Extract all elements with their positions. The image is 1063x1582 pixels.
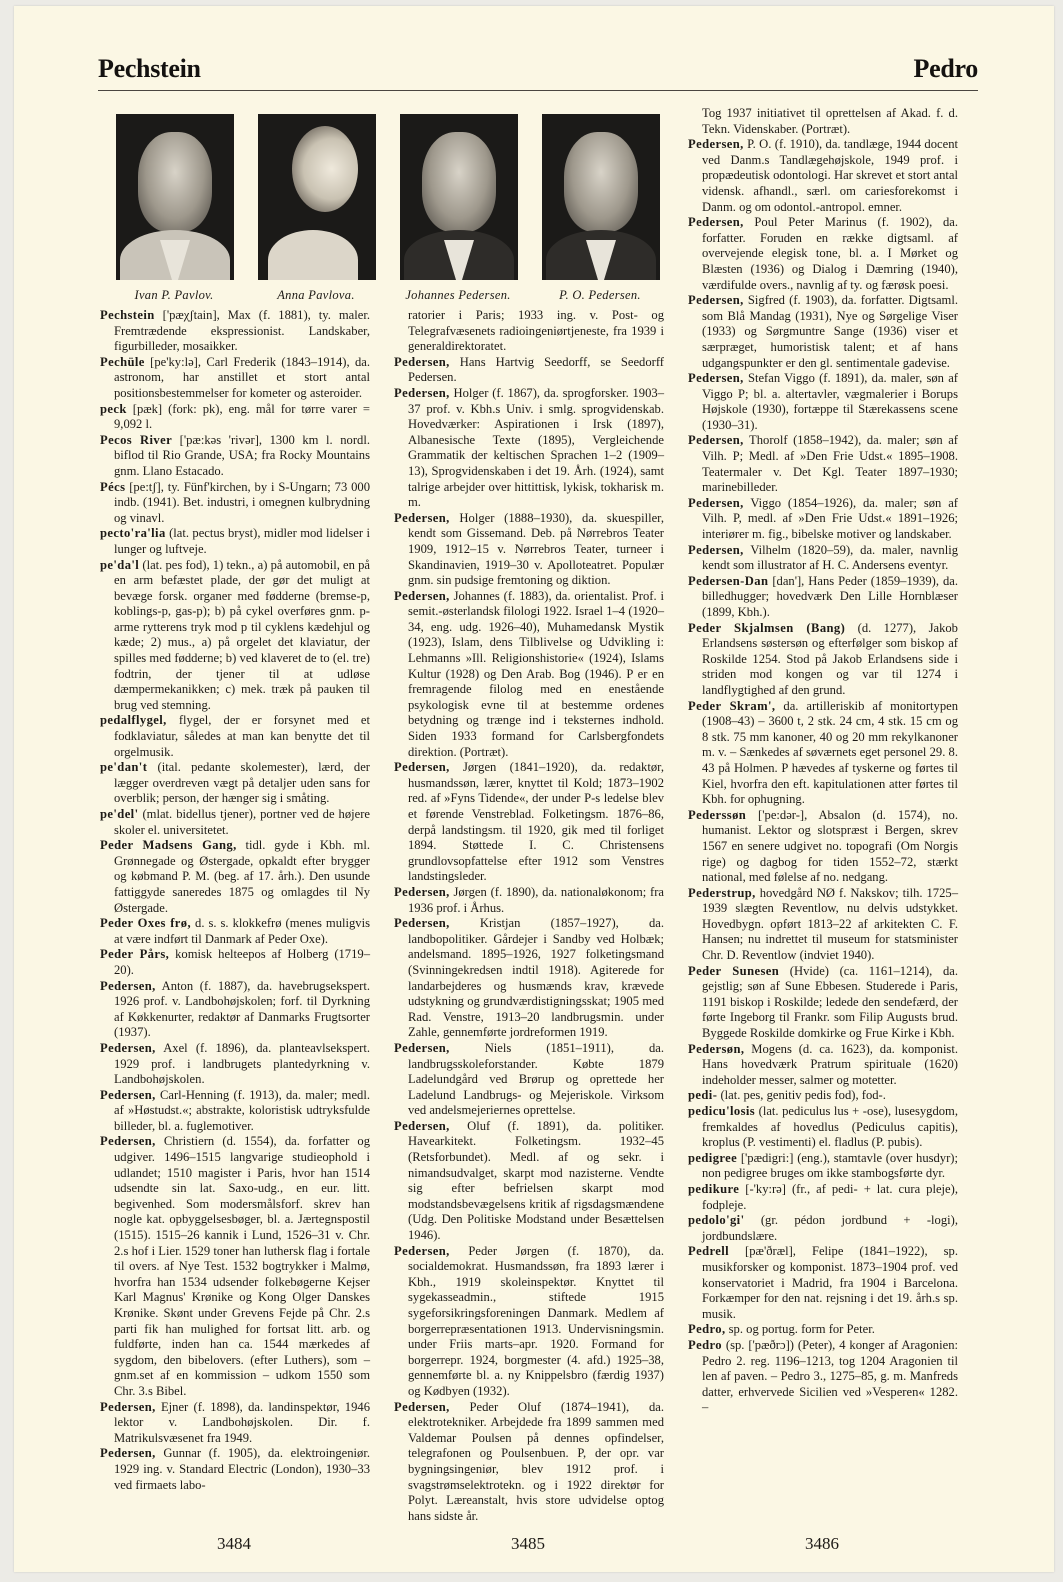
entry-body: ['pædigri:] (eng.), stamtavle (over husdyr); non pedigree bruges om ikke stambogsførte dyr.: [702, 1150, 958, 1181]
continued-text: Tog 1937 initiativet til oprettelsen af Akad. f. d. Tekn. Videnskaber. (Portræt).: [702, 106, 958, 136]
entry-body: Niels (1851–1911), da. landbrugsskoleforstander. Købte 1879 Ladelundgård ved Brørup og oprettede her Ladelund Landbrugs- og Mejeriskole. Virksom ved andelsmejeriernes oprettelse.: [408, 1040, 664, 1118]
portrait-photo-johannes-pedersen: [400, 114, 518, 280]
encyclopedia-entry: [394, 760, 664, 885]
entry-body: Holger (f. 1867), da. sprogforsker. 1903–37 prof. v. Kbh.s Univ. i smlg. sprogvidenskab. Hovedværker: Aspirationen i Irsk (1897), Albanesische Texte (1895), Vergleichende Grammatik der keltischen Sprachen 1–2 (1909–13), Sprogvidenskaben i det 19. Årh. (1924), samt talrige arbejder over hittittisk, lykisk, tokharisk m. m.: [408, 385, 664, 510]
entry-headword: pe'del': [100, 807, 139, 821]
entry-body: Mogens (d. ca. 1623), da. komponist. Hans hovedværk Pratrum spirituale (1620) indeholder messer, salmer og motetter.: [702, 1041, 958, 1087]
entry-body: (lat. pediculus lus + -ose), lusesygdom, fremkaldes af hovedlus (Pediculus capitis), kroplus (P. vestimenti) el. fladlus (P. pubis).: [702, 1104, 958, 1150]
entry-headword: Pedersen,: [394, 884, 450, 899]
entry-headword: pe'dan't: [100, 760, 148, 775]
entry-headword: Pedersen,: [100, 1399, 156, 1414]
encyclopedia-entry: [394, 1041, 664, 1119]
entry-headword: pedi-: [688, 1088, 718, 1103]
entry-body: Hans Hartvig Seedorff, se Seedorff Pedersen.: [408, 354, 664, 385]
encyclopedia-entry: [100, 308, 370, 355]
entry-body: [-'ky:rə] (fr., af pedi- + lat. cura pleje), fodpleje.: [702, 1181, 958, 1212]
continued-text: ratorier i Paris; 1933 ing. v. Post- og Telegrafvæsenets radioingeniørtjeneste, fra 1939 i generaldirektoratet.: [408, 308, 664, 354]
entry-body: Gunnar (f. 1905), da. elektroingeniør. 1929 ing. v. Standard Electric (London), 1930–33 ved firmaets labo-: [114, 1446, 370, 1492]
encyclopedia-entry: [394, 885, 664, 916]
entry-headword: Peder Oxes frø,: [100, 916, 192, 931]
encyclopedia-entry: [100, 1446, 370, 1493]
entry-headword: Pedersen,: [394, 760, 450, 775]
text-column-2: [394, 308, 664, 1524]
entry-headword: Pedersen,: [100, 978, 156, 993]
entry-body: Oluf (f. 1891), da. politiker. Havearkitekt. Folketingsm. 1932–45 (Retsforbundet). Medl. af og sekr. i nimandsudvalget, skarpt mod nazisterne. Vendte sig efter befrielsen skarpt mod modstandsbevægelsens kritik af rigsdagsmændene (Udg. Den Politiske Modstand under Besættelsen 1946).: [408, 1118, 664, 1243]
entry-body: ['pæχʃtain], Max (f. 1881), ty. maler. Fremtrædende ekspressionist. Landskaber, figurbilleder, mosaikker.: [114, 308, 370, 354]
entry-body: Christiern (d. 1554), da. forfatter og udgiver. 1496–1515 langvarige studieophold i udlandet; 1510 magister i Paris, hvor han 1514 udsendte sin lat. Saxo-udg., en eur. litt. begivenhed. Som modersmålsforf. skrev han nogle kat. opbyggelsesbøger, bl. a. Jærtegnspostil (1515). 1515–26 kannik i Lund, 1526–31 v. Chr. 2.s hof i Lier. 1529 toner han luthersk flag i fortale til overs. af Nye Test. 1532 bogtrykker i Malmø, hvorfra han 1534 udsender folkebøgerne Kejser Karl Magnus' Krønike og Kong Olger Danskes Krønike. Skønt under Grevens Fejde på Chr. 2.s parti fik han mulighed for fortsat litt. arb. og fuldførte, inden han ca. 1544 mærkedes af sygdom, den bibelovers. (efter Luthers), som – gnm.set af en kommission – udkom 1550 som Chr. 3.s Bibel.: [114, 1134, 370, 1398]
encyclopedia-entry: [394, 1119, 664, 1244]
entry-headword: Pedersen,: [100, 1040, 156, 1055]
entry-body: flygel, der er forsynet med et fodklaviatur, således at man kan benytte det til orgelmusik.: [114, 713, 370, 759]
entry-headword: Peder Skjalmsen (Bang): [688, 620, 846, 635]
entry-headword: Pecos River: [100, 432, 173, 447]
entry-body: Vilhelm (1820–59), da. maler, navnlig kendt som illustrator af H. C. Andersens eventyr.: [702, 542, 958, 573]
entry-headword: Pedersen,: [394, 354, 450, 369]
entry-headword: pedolo'gi': [688, 1213, 745, 1228]
encyclopedia-entry: [688, 621, 958, 699]
encyclopedia-entry: [688, 293, 958, 371]
encyclopedia-entry: [100, 713, 370, 760]
entry-headword: Pedersen,: [688, 433, 744, 448]
entry-body: Sigfred (f. 1903), da. forfatter. Digtsaml. som Blå Mandag (1931), Nye og Sørgelige Viser (1933) og Sørgmuntre Sange (1936) viser et særpræget, humoristisk talent; et af hans udgangspunkter er den gl. sentimentale gadevise.: [702, 293, 958, 370]
entry-body: Poul Peter Marinus (f. 1902), da. forfatter. Foruden en række digtsaml. af overvejende elegisk tone, bl. a. I Mørket og Blæsten (1936) og Dialog i Dæmring (1940), værdifulde overs., navnlig af ty. og færøsk poesi.: [702, 215, 958, 292]
encyclopedia-entry: [100, 355, 370, 402]
entry-body: [pe:tʃ], ty. Fünf'kirchen, by i S-Ungarn; 73 000 indb. (1941). Bet. industri, i omegnen kulbrydning og vinavl.: [114, 479, 370, 525]
entry-body: ['pe:dər-], Absalon (d. 1574), no. humanist. Lektor og slotspræst i Bergen, skrev 1567 en senere udgivet no. topografi (Om Norgis rige) og dagbog for tiden 1552–72, stærkt national, med følelse af no. nedgang.: [702, 807, 958, 885]
entry-headword: Pedersen,: [100, 1446, 156, 1461]
entry-headword: Peder Pårs,: [100, 947, 170, 962]
encyclopedia-entry: [688, 699, 958, 808]
entry-headword: Peder Skram',: [688, 698, 776, 713]
entry-headword: pedicu'losis: [688, 1104, 756, 1118]
entry-headword: Pedersen,: [394, 1040, 450, 1055]
encyclopedia-entry: [688, 1042, 958, 1089]
entry-body: [pæ'ðræl], Felipe (1841–1922), sp. musikforsker og komponist. 1873–1904 prof. ved konservatoriet i Madrid, fra 1904 i Barcelona. Forkæmper for den nat. rejsning i det 19. årh.s sp. musik.: [702, 1244, 958, 1321]
entry-body: (lat. pes, genitiv pedis fod), fod-.: [717, 1088, 886, 1103]
entry-body: Axel (f. 1896), da. planteavlsekspert. 1929 prof. i landbrugets plantedyrkning v. Landbohøjskolen.: [114, 1040, 370, 1087]
entry-body: P. O. (f. 1910), da. tandlæge, 1944 docent ved Danm.s Tandlægehøjskole, 1949 prof. i propædeutisk odontologi. Har skrevet et stort antal vidensk. afhandl., særl. om cariesforekomst i Danm. og om odontol.-antropol. emner.: [702, 137, 958, 214]
encyclopedia-entry: [100, 1088, 370, 1135]
entry-body: [pæk] (fork: pk), eng. mål for tørre varer = 9,092 l.: [114, 401, 370, 432]
encyclopedia-entry: [688, 1182, 958, 1213]
entry-body: (lat. pectus bryst), midler mod lidelser i lunger og luftveje.: [114, 526, 370, 556]
entry-headword: Pedersen,: [394, 385, 450, 400]
entry-headword: Pederstrup,: [688, 885, 756, 900]
entry-headword: Pedersen,: [394, 1118, 450, 1133]
entry-headword: Pedersen,: [688, 371, 744, 386]
encyclopedia-entry: [100, 947, 370, 978]
entry-headword: Peder Madsens Gang,: [100, 838, 237, 853]
entry-body: sp. og portug. form for Peter.: [725, 1322, 875, 1337]
encyclopedia-entry: [394, 1244, 664, 1400]
encyclopedia-entry: [688, 1151, 958, 1182]
entry-body: [dan'], Hans Peder (1859–1939), da. billedhugger; hovedværk Den Lille Hornblæser (1899, Kbh.).: [702, 573, 958, 619]
encyclopedia-entry: [100, 838, 370, 916]
entry-body: (d. 1277), Jakob Erlandsens søstersøn og efterfølger som biskop af Roskilde 1254. Stod på Jakob Erlandsens side i striden mod kongen og var til 1274 i landflygtighed af den grund.: [702, 620, 958, 697]
encyclopedia-entry: [100, 480, 370, 527]
entry-headword: Pedersen,: [394, 1399, 450, 1414]
portrait-caption: Ivan P. Pavlov.: [134, 288, 214, 302]
entry-body: (sp. ['pæðrɔ]) (Peter), 4 konger af Aragonien: Pedro 2. reg. 1196–1213, tog 1204 Aragonien til len af paven. – Pedro 3., 1275–85, g. m. Manfreds datter, erhvervede Sicilien ved »Vesperen« 1282. –: [702, 1337, 958, 1415]
encyclopedia-entry: [688, 964, 958, 1042]
encyclopedia-entry: [100, 807, 370, 838]
entry-headword: Pedro: [688, 1337, 722, 1352]
entry-headword: pedigree: [688, 1150, 738, 1165]
entry-body: (lat. pes fod), 1) tekn., a) på automobil, en på en arm befæstet plade, der gør det muligt at bevæge forsk. organer med fødderne (bremse-p, koblings-p, gas-p); b) på cykel overføres gnm. p-arme rytterens tryk mod p til cyklens kædehjul og kæde; 2) mus., a) på orgelet det klaviatur, der spilles med fødderne; b) ved klaveret de to (el. tre) fodtrin, der tjener til at udløse dæmpermekanikken; c) mek. træk på pauken til brug ved stemning.: [114, 557, 370, 712]
entry-body: Peder Jørgen (f. 1870), da. socialdemokrat. Husmandssøn, fra 1893 lærer i Kbh., 1919 skoleinspektør. Knyttet til sygekasseadmin., stiftede 1915 sygeforsikringsforeningen Danmark. Medlem af borgerrepræsentationen 1913. Undervisningsmin. under Friis marts–apr. 1920. Formand for borgerrepr. 1924, borgmester (4. afd.) 1925–38, gennemførte bl. a. ny Knippelsbro (færdig 1937) og Kødbyen (1932).: [408, 1243, 664, 1398]
entry-headword: Pedersen,: [100, 1087, 156, 1102]
entry-body: d. s. s. klokkefrø (menes muligvis at være indført til Danmark af Peder Oxe).: [114, 916, 370, 946]
encyclopedia-entry: [394, 511, 664, 589]
entry-headword: Pedersen,: [688, 137, 744, 152]
portrait-strip: [116, 114, 664, 302]
entry-body: hovedgård NØ f. Nakskov; tilh. 1725–1939 slægten Reventlow, nu delvis udstykket. Hovedbygn. opført 1813–22 af arkitekten C. F. Hansen; nu indrettet til museum for statsminister Chr. D. Reventlow (indviet 1940).: [702, 885, 958, 963]
encyclopedia-entry: [688, 1104, 958, 1151]
encyclopedia-entry: [394, 916, 664, 1041]
encyclopedia-entry: [688, 433, 958, 495]
encyclopedia-spread: [14, 6, 1054, 1572]
page-number: 3486: [805, 1534, 839, 1553]
entry-headword: Pedersen,: [688, 215, 744, 230]
encyclopedia-entry: [100, 916, 370, 947]
entry-headword: Pedersøn,: [688, 1041, 745, 1056]
entry-body: Johannes (f. 1883), da. orientalist. Prof. i semit.-østerlandsk filologi 1922. Israel 1–4 (1920–34, eng. udg. 1926–40), Muhamedansk Mystik (1923), Islam, dens Tilblivelse og Udvikling i: Lehmanns »Ill. Religionshistorie« (1924), Islams Kultur (1928) og Den Arab. Bog (1946). P er en fremragende filolog med en enestående psykologisk evne til at bestemme ordenes betydning og trænge ind i teksternes indhold. Siden 1933 formand for Carlsbergfondets direktion. (Portræt).: [408, 588, 664, 759]
encyclopedia-entry: [100, 1134, 370, 1399]
entry-body: [pe'ky:lə], Carl Frederik (1843–1914), da. astronom, har anstillet et stort antal positionsbestemmelser for kometer og asteroider.: [114, 354, 370, 400]
page-number: 3485: [511, 1534, 545, 1553]
entry-headword: Pécs: [100, 479, 126, 494]
encyclopedia-entry: [100, 433, 370, 480]
entry-headword: pe'da'l: [100, 557, 140, 572]
portrait-caption: Johannes Pedersen.: [405, 288, 511, 302]
entry-headword: Pedersen,: [688, 542, 744, 557]
entry-body: tidl. gyde i Kbh. ml. Grønnegade og Østergade, opkaldt efter brygger og købmand P. M. (beg. af 17. årh.). Den usunde fattiggyde saneredes 1875 og omlagdes til Ny Østergade.: [114, 838, 370, 915]
encyclopedia-entry: [688, 137, 958, 215]
portrait-caption: P. O. Pedersen.: [559, 288, 641, 302]
encyclopedia-entry: [688, 1213, 958, 1244]
entry-headword: Pedersen,: [394, 588, 450, 603]
entry-body: Peder Oluf (1874–1941), da. elektrotekniker. Arbejdede fra 1899 sammen med Valdemar Poulsen på dennes opfindelser, telegrafonen og Poulsenbuen. P, der opr. var bygningsingeniør, blev 1912 prof. i svagstrømselektrotekn. og i 1922 direktør for Polyt. Læreanstalt, hvis store udvidelse optog hans sidste år.: [408, 1399, 664, 1523]
encyclopedia-entry: [688, 371, 958, 433]
encyclopedia-entry: [394, 355, 664, 386]
encyclopedia-entry: [394, 386, 664, 511]
entry-body: Jørgen (f. 1890), da. nationaløkonom; fra 1936 prof. i Århus.: [408, 884, 664, 915]
page-number: 3484: [217, 1534, 251, 1553]
portrait-photo-pavlov: [116, 114, 234, 280]
text-column-1: [100, 308, 370, 1493]
entry-headword: Pedrell: [688, 1244, 730, 1259]
entry-headword: Pedersen,: [394, 510, 450, 525]
portrait-caption: Anna Pavlova.: [277, 288, 355, 302]
entry-body: Thorolf (1858–1942), da. maler; søn af Vilh. P; Medl. af »Den Frie Udst.« 1895–1908. Teatermaler v. Det Kgl. Teater 1897–1930; marinebilleder.: [702, 433, 958, 495]
encyclopedia-entry: [100, 526, 370, 557]
entry-body: (ital. pedante skolemester), lærd, der lægger overdreven vægt på detaljer uden sans for overblik; person, der hænger sig i småting.: [114, 760, 370, 806]
entry-body: Anton (f. 1887), da. havebrugsekspert. 1926 prof. v. Landbohøjskolen; forf. til Dyrkning af Køkkenurter, redaktør af Danmarks Frugtsorter (1937).: [114, 978, 370, 1040]
encyclopedia-entry: [688, 1322, 958, 1338]
encyclopedia-entry: [688, 886, 958, 964]
encyclopedia-entry: [688, 543, 958, 574]
encyclopedia-entry: [688, 1338, 958, 1416]
encyclopedia-entry: [100, 1041, 370, 1088]
entry-headword: Pederssøn: [688, 807, 747, 822]
entry-headword: Pedersen,: [394, 1243, 450, 1258]
entry-body: komisk helteepos af Holberg (1719–20).: [114, 947, 370, 977]
entry-headword: Pedersen,: [394, 916, 450, 931]
header-rule: [98, 90, 978, 91]
entry-headword: Pedersen-Dan: [688, 573, 769, 588]
entry-headword: pedikure: [688, 1181, 740, 1196]
encyclopedia-entry: [100, 1400, 370, 1447]
portrait-photo-pavlova: [258, 114, 376, 280]
entry-body: Jørgen (1841–1920), da. redaktør, husmandssøn, lærer, knyttet til Kold; 1873–1902 red. af »Fyns Tidende«, der under P-s ledelse blev et førende Venstreblad. Folketingsm. 1876–86, derpå landstingsm. til 1920, gik med til forliget 1894. Støttede I. C. Christensens grundlovsopfattelse efter 1912 som Venstres landstingsleder.: [408, 760, 664, 884]
entry-headword: pedalflygel,: [100, 713, 167, 728]
running-head-left: Pechstein: [98, 54, 201, 83]
encyclopedia-entry: [100, 558, 370, 714]
entry-body: Holger (1888–1930), da. skuespiller, kendt som Gissemand. Deb. på Nørrebros Teater 1909, 1912–15 v. Nørrebros Teater, turneer i Skandinavien, 1919–30 v. Apolloteatret. Populær gnm. sin pudsige fremtoning og diktion.: [408, 510, 664, 588]
encyclopedia-entry: [394, 589, 664, 761]
entry-body: ['pæ:kəs 'rivər], 1300 km l. nordl. biflod til Rio Grande, USA; fra Rocky Mountains gnm. Llano Estacado.: [114, 432, 370, 478]
text-column-3: [688, 106, 958, 1416]
encyclopedia-entry: [688, 496, 958, 543]
entry-body: Carl-Henning (f. 1913), da. maler; medl. af »Høstudst.«; abstrakte, koloristisk udtryksfulde billeder, bl. a. fuglemotiver.: [114, 1087, 370, 1133]
entry-body: Kristjan (1857–1927), da. landbopolitiker. Gårdejer i Sandby ved Holbæk; andelsmand. 1895–1926, 1927 folketingsmand (Svinningekredsen indtil 1918). Agiterede for landarbejderes og husmænds krav, krævede udstykning og grundværdistigningsskat; 1905 med Rad. Venstre, 1913–20 landbrugsmin. under Zahle, gennemførte jordreformen 1919.: [408, 916, 664, 1040]
entry-headword: peck: [100, 401, 127, 416]
entry-body: (Hvide) (ca. 1161–1214), da. gejstlig; søn af Sune Ebbesen. Studerede i Paris, 1191 biskop i Roskilde; ledede den sendefærd, der førte Ingeborg til Frankr. som Filip Augusts brud. Byggede Roskilde domkirke og Frue Kirke i Kbh.: [702, 963, 958, 1041]
entry-headword: Pechstein: [100, 308, 155, 322]
entry-headword: Pedersen,: [688, 495, 744, 510]
encyclopedia-entry: [100, 760, 370, 807]
entry-body: da. artilleriskib af monitortypen (1908–43) – 3600 t, 2 stk. 24 cm, 4 stk. 15 cm og 8 stk. 75 mm kanoner, 40 og 20 mm rekylkanoner m. v. – Sænkedes af søværnets eget personel 29. 8. 43 på Holmen. P hævedes af tyskerne og førtes til Kiel, hvorfra den eft. kapitulationen atter førtes til Kbh. for ophugning.: [702, 698, 959, 807]
encyclopedia-entry: [688, 574, 958, 621]
encyclopedia-entry: [688, 1244, 958, 1322]
entry-body: Viggo (1854–1926), da. maler; søn af Vilh. P, medl. af »Den Frie Udst.« 1891–1926; interiører m. fig., bibelske motiver og landskaber.: [702, 495, 958, 542]
encyclopedia-entry: [688, 215, 958, 293]
running-head-right: Pedro: [913, 54, 978, 83]
entry-body: (mlat. bidellus tjener), portner ved de højere skoler el. universitetet.: [114, 807, 370, 837]
entry-headword: Pechüle: [100, 354, 145, 369]
encyclopedia-entry: [688, 1088, 958, 1104]
entry-body: (gr. pédon jordbund + -logi), jordbundslære.: [702, 1213, 958, 1243]
entry-headword: pecto'ra'lia: [100, 526, 166, 541]
encyclopedia-entry: [394, 1400, 664, 1525]
encyclopedia-entry: [100, 979, 370, 1041]
entry-headword: Pedersen,: [100, 1134, 156, 1149]
entry-headword: Pedersen,: [688, 293, 744, 308]
entry-body: Ejner (f. 1898), da. landinspektør, 1946 lektor v. Landbohøjskolen. Dir. f. Matrikulsvæsenet fra 1949.: [114, 1399, 370, 1445]
entry-headword: Pedro,: [688, 1322, 726, 1337]
encyclopedia-entry: [688, 808, 958, 886]
entry-headword: Peder Sunesen: [688, 963, 780, 978]
encyclopedia-entry: [100, 402, 370, 433]
portrait-photo-po-pedersen: [542, 114, 660, 280]
entry-body: Stefan Viggo (f. 1891), da. maler, søn af Viggo P; bl. a. altertavler, vægmalerier i Borups Højskole (1930), fortæppe til Stærekassens scene (1930–31).: [702, 371, 958, 432]
